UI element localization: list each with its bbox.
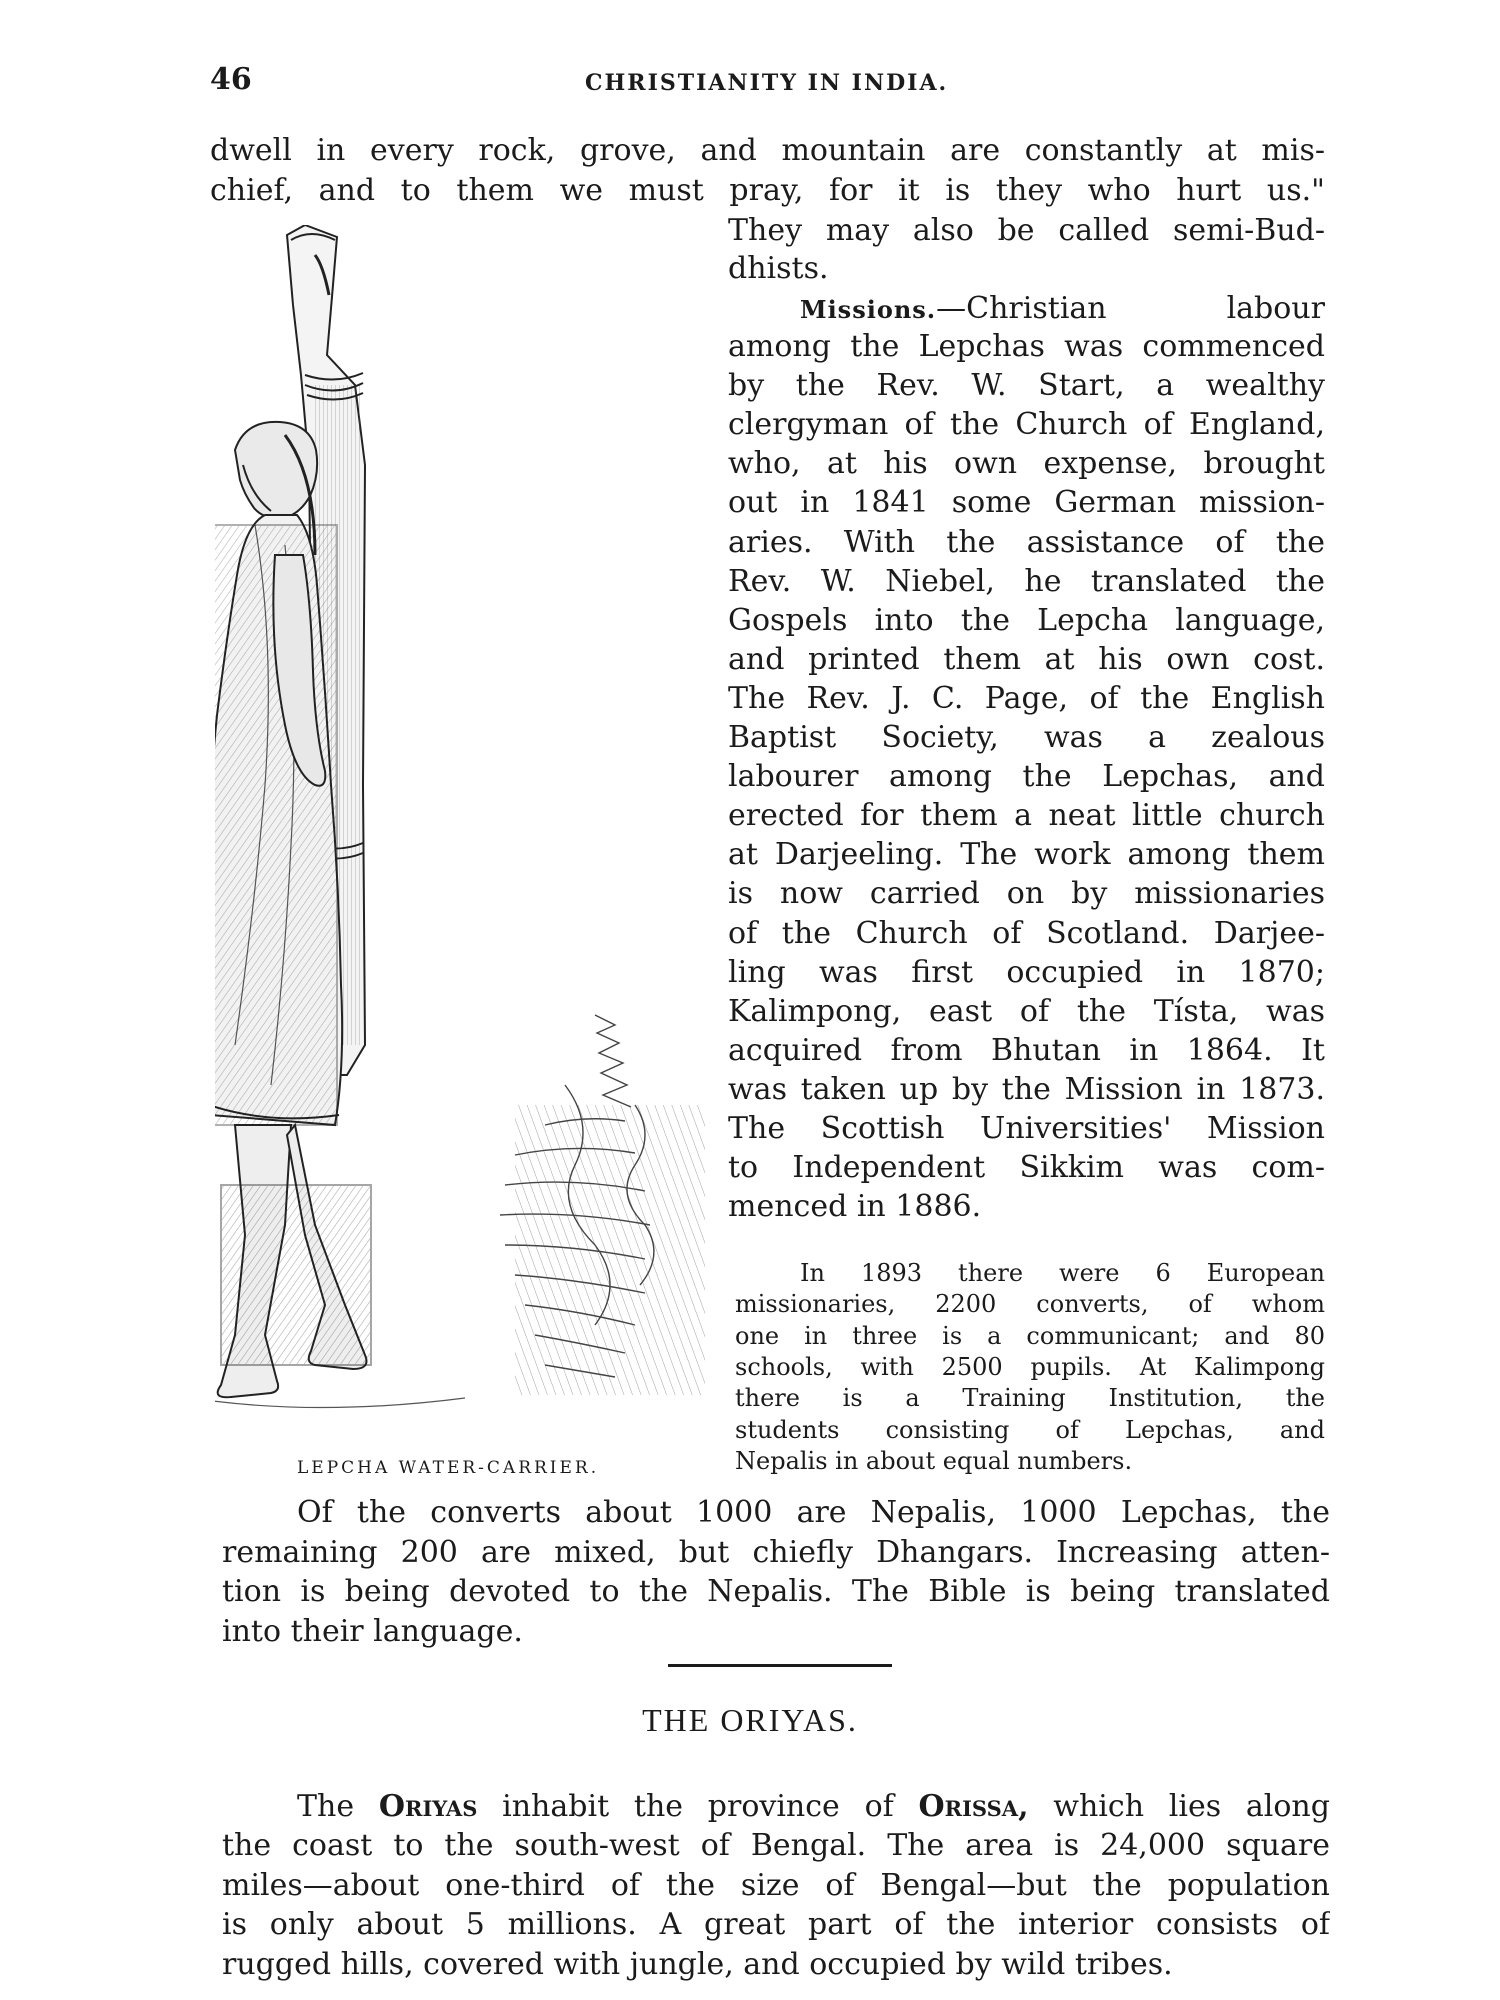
text-line: clergyman of the Church of England,	[728, 407, 1325, 443]
running-title: CHRISTIANITY IN INDIA.	[585, 70, 949, 96]
text-line: Nepalis in about equal numbers.	[735, 1446, 1133, 1475]
text-line: The Scottish Universities' Mission	[728, 1111, 1325, 1146]
text-line: by the Rev. W. Start, a wealthy	[728, 368, 1325, 404]
missions-first-line	[800, 290, 1325, 329]
running-head	[210, 62, 1330, 102]
text-line: missionaries, 2200 converts, of whom	[735, 1290, 1325, 1319]
text-line: out in 1841 some German mission-	[728, 485, 1325, 521]
illustration-caption: LEPCHA WATER-CARRIER.	[297, 1458, 600, 1478]
section-rule	[668, 1664, 892, 1667]
text-line: of the Church of Scotland. Darjee-	[728, 915, 1325, 951]
text-line: to Independent Sikkim was com-	[728, 1150, 1325, 1186]
text-line: Of the converts about 1000 are Nepalis, 1000 Lepchas, the	[297, 1495, 1330, 1530]
section-title: THE ORIYAS.	[642, 1702, 858, 1738]
text-line: miles—about one-third of the size of Bengal—but the population	[222, 1867, 1330, 1903]
text-line: is now carried on by missionaries	[728, 876, 1325, 912]
text-line: into their language.	[222, 1613, 523, 1649]
oriyas-word: inhabit the province of	[502, 1789, 894, 1824]
text-line: at Darjeeling. The work among them	[728, 837, 1325, 873]
lepcha-water-carrier-illustration	[215, 225, 725, 1455]
text-line: one in three is a communicant; and 80	[735, 1321, 1325, 1350]
text-line: among the Lepchas was commenced	[728, 329, 1325, 364]
text-line: They may also be called semi-Bud-	[728, 213, 1325, 248]
text-line: chief, and to them we must pray, for it is they who hurt us."	[210, 173, 1325, 208]
text-line: and printed them at his own cost.	[728, 641, 1325, 677]
text-line: menced in 1886.	[728, 1189, 982, 1225]
text-line: remaining 200 are mixed, but chiefly Dhangars. Increasing atten-	[222, 1534, 1330, 1570]
oriyas-word: The	[297, 1789, 355, 1824]
text-line: In 1893 there were 6 European	[800, 1259, 1325, 1287]
oriyas-name: Oriyas	[378, 1789, 478, 1824]
text-line: Rev. W. Niebel, he translated the	[728, 563, 1325, 599]
text-line: acquired from Bhutan in 1864. It	[728, 1032, 1325, 1068]
text-line: labourer among the Lepchas, and	[728, 759, 1325, 795]
text-line: The Rev. J. C. Page, of the English	[728, 680, 1325, 716]
missions-heading: Missions.	[800, 295, 937, 324]
text-line: Baptist Society, was a zealous	[728, 720, 1325, 755]
text-line: there is a Training Institution, the	[735, 1384, 1325, 1413]
oriyas-first-line	[297, 1788, 1330, 1826]
text-line: the coast to the south-west of Bengal. The area is 24,000 square	[222, 1828, 1330, 1863]
text-line: schools, with 2500 pupils. At Kalimpong	[735, 1352, 1325, 1381]
orissa-name: Orissa,	[918, 1789, 1029, 1824]
text-line: aries. With the assistance of the	[728, 524, 1325, 560]
text-line: tion is being devoted to the Nepalis. The Bible is being translated	[222, 1574, 1330, 1609]
text-line: Kalimpong, east of the Tísta, was	[728, 993, 1325, 1029]
text-line: dwell in every rock, grove, and mountain are constantly at mis-	[210, 133, 1325, 168]
page-number: 46	[210, 62, 252, 97]
text-line: erected for them a neat little church	[728, 798, 1325, 834]
text-line: dhists.	[728, 251, 829, 286]
missions-first-line-text: —Christian labour	[936, 291, 1325, 326]
oriyas-word: which lies along	[1053, 1789, 1330, 1824]
text-line: who, at his own expense, brought	[728, 446, 1325, 482]
text-line: is only about 5 millions. A great part of the interior consists of	[222, 1907, 1330, 1942]
text-line: students consisting of Lepchas, and	[735, 1415, 1325, 1444]
text-line: was taken up by the Mission in 1873.	[728, 1071, 1325, 1107]
text-line: rugged hills, covered with jungle, and occupied by wild tribes.	[222, 1946, 1173, 1982]
text-line: ling was first occupied in 1870;	[728, 954, 1325, 990]
text-line: Gospels into the Lepcha language,	[728, 602, 1325, 638]
